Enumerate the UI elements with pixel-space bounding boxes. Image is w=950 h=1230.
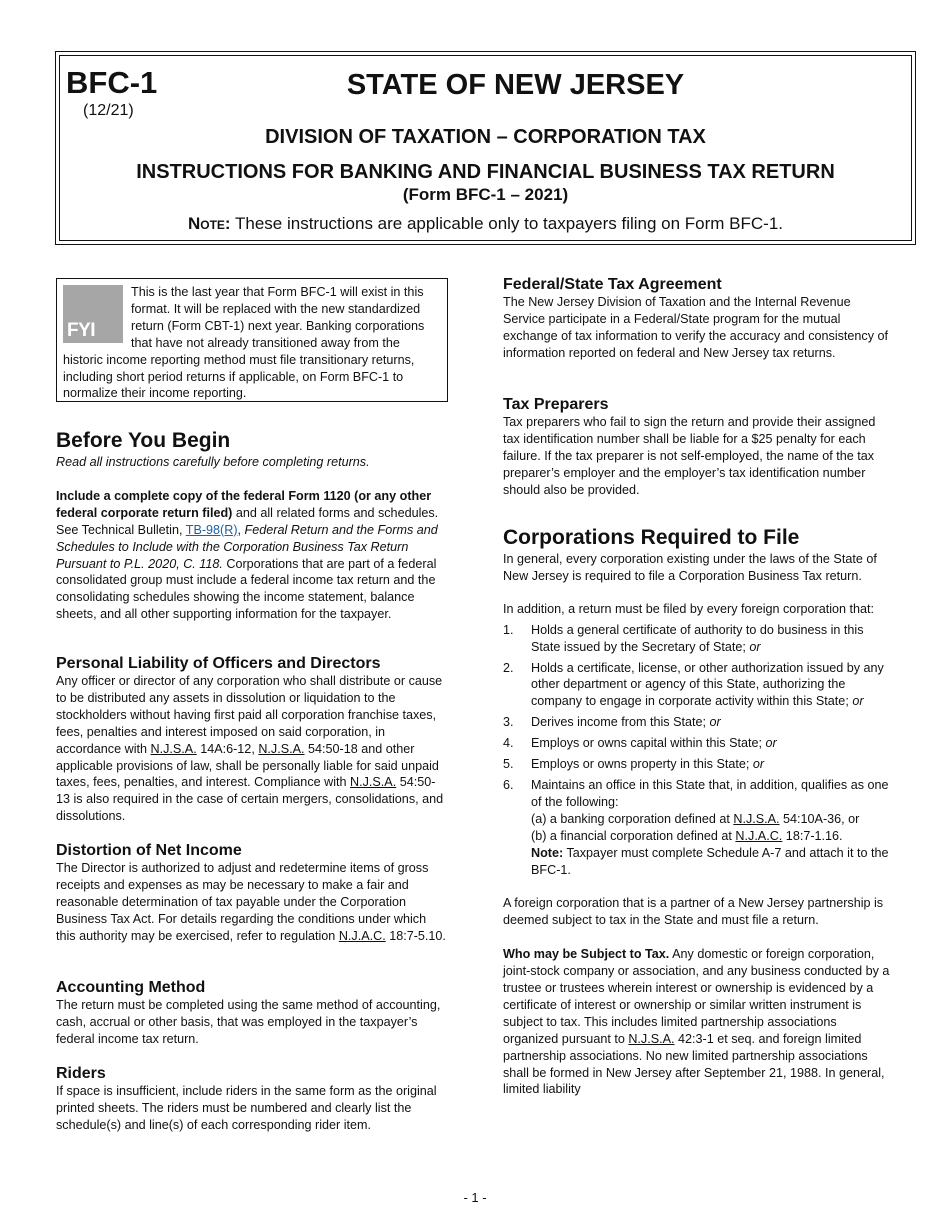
list-subitem-b: (b) a financial corporation defined at	[531, 828, 736, 843]
list-tail: or	[852, 694, 864, 709]
state-title: STATE OF NEW JERSEY	[346, 69, 685, 101]
personal-liability-body	[56, 673, 448, 825]
list-item	[503, 622, 895, 656]
body-text: The Director is authorized to adjust and redetermine items of gross receipts and expenses as may be necessary to make a fair and reasonable determination of tax payable under the Corporation Business Tax Act. For details regarding the conditions under which this authority may be exercised, refer to regulation	[56, 861, 429, 943]
fyi-icon-label: FYI	[67, 320, 96, 342]
list-text: Maintains an office in this State that, in addition, qualifies as one of the following:	[531, 777, 889, 809]
subject-to-tax-label: Who may be Subject to Tax.	[503, 947, 670, 962]
list-number: 6.	[503, 777, 514, 792]
header-note	[60, 214, 911, 234]
before-you-begin-intro: Read all instructions carefully before completing returns.	[56, 455, 370, 469]
form-id: BFC-1	[66, 65, 158, 100]
body-text: 18:7-5.10.	[385, 928, 446, 943]
accounting-section	[56, 978, 448, 1048]
accounting-body: The return must be completed using the same method of accounting, cash, accrual or other basis, that was employed in the taxpayer’s federal income tax return.	[56, 998, 441, 1046]
list-text: Holds a certificate, license, or other authorization issued by any other department or agency of this State, authorizing the company to engage in corporate activity within this State;	[531, 660, 884, 709]
list-subitem-a-tail: 54:10A-36, or	[779, 811, 860, 826]
note-text: These instructions are applicable only to taxpayers filing on Form BFC-1.	[230, 214, 784, 233]
list-item	[503, 735, 895, 752]
fyi-text: This is the last year that Form BFC-1 will exist in this format. It will be replaced with the new standardized return (Form CBT-1) next year. Banking corporations that have not already transitioned away from the historic income reporting method must file transitionary returns, including short period returns if applicable, on Form BFC-1 to normalize their income reporting.	[63, 285, 425, 401]
list-number: 1.	[503, 622, 514, 637]
list-number: 2.	[503, 660, 514, 675]
list-text: Employs or owns capital within this State;	[531, 736, 766, 751]
distortion-heading: Distortion of Net Income	[56, 842, 242, 859]
list-item	[503, 660, 895, 711]
list-item	[503, 714, 895, 731]
body-text: 42:3-1 et seq. and foreign limited partnership associations. No new limited partnership associations shall be formed in New Jersey after September 21, 1988. In general, limited liability	[503, 1031, 885, 1097]
tax-preparers-body: Tax preparers who fail to sign the return and provide their assigned tax identification number shall be liable for a $25 penalty for each failure. If the tax preparer is not self-employed, the name of the tax preparer’s employer and the employer’s tax identification number should also be provided.	[503, 415, 876, 497]
personal-liability-section	[56, 654, 448, 825]
division-title: DIVISION OF TAXATION – CORPORATION TAX	[265, 126, 706, 148]
riders-section	[56, 1064, 448, 1134]
list-number: 5.	[503, 757, 514, 772]
accounting-heading: Accounting Method	[56, 979, 206, 996]
header-inner-box	[59, 55, 912, 241]
list-tail: or	[709, 715, 721, 730]
list-tail: or	[765, 736, 777, 751]
list-text: Derives income from this State;	[531, 715, 710, 730]
tb-98-link[interactable]: TB-98(R)	[185, 522, 238, 537]
body-text: Corporations that are part of a federal consolidated group must include a federal income tax return and the consolidating schedules showing the income statement, balance sheets, and all other supporting information for the taxpayer.	[56, 556, 437, 622]
page-number: - 1 -	[463, 1190, 487, 1205]
personal-liability-heading: Personal Liability of Officers and Directors	[56, 655, 381, 672]
tax-preparers-heading: Tax Preparers	[503, 396, 609, 413]
list-item	[503, 777, 895, 878]
required-to-file-section	[503, 525, 895, 1098]
fyi-icon	[63, 285, 123, 343]
required-list	[503, 622, 895, 879]
distortion-body	[56, 860, 448, 945]
body-text: Any domestic or foreign corporation, joint-stock company or association, and any business conducted by a trustee or trustees wherein interest or ownership is evidenced by a certificate of interest or ownership or similar written instrument is subject to tax. This includes limited partnership associations organized pursuant to	[503, 947, 890, 1046]
statute-ref: N.J.S.A.	[628, 1031, 675, 1046]
federal-state-heading: Federal/State Tax Agreement	[503, 276, 722, 293]
required-to-file-heading: Corporations Required to File	[503, 526, 800, 549]
required-p1: In general, every corporation existing under the laws of the State of New Jersey is required to file a Corporation Business Tax return.	[503, 552, 877, 583]
statute-ref: N.J.S.A.	[350, 775, 397, 790]
subject-to-tax-paragraph	[503, 946, 895, 1098]
before-you-begin-heading: Before You Begin	[56, 429, 231, 452]
body-text: 54:50-18 and other applicable provisions of law, shall be personally liable for said unpaid taxes, fees, penalties, and interest. Compliance with	[56, 741, 439, 790]
riders-heading: Riders	[56, 1065, 106, 1082]
body-text: and all related forms and schedules. See Technical Bulletin,	[56, 505, 439, 537]
form-year-line: (Form BFC-1 – 2021)	[402, 185, 569, 204]
list-subitem-a: (a) a banking corporation defined at	[531, 811, 734, 826]
list-subitem-b-tail: 18:7-1.16.	[782, 828, 843, 843]
required-p3: A foreign corporation that is a partner of a New Jersey partnership is deemed subject to tax in the State and must file a return.	[503, 896, 884, 928]
instructions-title: INSTRUCTIONS FOR BANKING AND FINANCIAL BUSINESS TAX RETURN	[136, 161, 835, 183]
before-you-begin-body	[56, 488, 448, 623]
statute-ref: N.J.S.A.	[150, 741, 197, 756]
body-text: ,	[237, 522, 245, 537]
before-you-begin-section	[56, 428, 448, 623]
federal-state-body: The New Jersey Division of Taxation and the Internal Revenue Service participate in a Federal/State program for the mutual exchange of tax information to verify the accuracy and consistency of information reported on federal and New Jersey tax returns.	[503, 295, 889, 360]
header-box	[55, 51, 916, 245]
list-number: 3.	[503, 715, 514, 730]
body-text: 54:50-13 is also required in the case of certain mergers, consolidations, and dissolutions.	[56, 775, 444, 824]
fyi-box	[56, 278, 448, 402]
note-label: Note:	[187, 214, 231, 233]
list-tail: or	[752, 757, 765, 772]
list-item	[503, 756, 895, 773]
regulation-ref: N.J.A.C.	[338, 928, 386, 943]
body-text: 14A:6-12,	[196, 741, 259, 756]
list-text: Holds a general certificate of authority to do business in this State issued by the Secretary of State;	[531, 622, 864, 654]
list-text: Employs or owns property in this State;	[531, 757, 753, 772]
federal-state-section	[503, 275, 895, 362]
distortion-section	[56, 841, 448, 945]
list-tail: or	[749, 639, 761, 654]
regulation-ref: N.J.A.C.	[735, 828, 783, 843]
item-note-label: Note:	[531, 845, 564, 860]
list-number: 4.	[503, 736, 514, 751]
include-copy-bold: Include a complete copy of the federal Form 1120 (or any other federal corporate return filed)	[56, 488, 432, 520]
required-p2: In addition, a return must be filed by every foreign corporation that:	[503, 601, 875, 616]
bulletin-title: Federal Return and the Forms and Schedules to Include with the Corporation Business Tax Return Pursuant to P.L. 2020, C. 118.	[56, 522, 438, 571]
form-revision: (12/21)	[83, 102, 134, 119]
tax-preparers-section	[503, 395, 895, 499]
statute-ref: N.J.S.A.	[258, 741, 305, 756]
item-note-text: Taxpayer must complete Schedule A-7 and attach it to the BFC-1.	[531, 845, 889, 877]
body-text: Any officer or director of any corporation who shall distribute or cause to be distributed any assets in dissolution or liquidation to the stockholders without having first paid all corporation franchise taxes, fees, penalties and interest imposed on said corporation, in accordance with	[56, 674, 443, 756]
statute-ref: N.J.S.A.	[733, 811, 780, 826]
riders-body: If space is insufficient, include riders in the same form as the original printed sheets. The riders must be numbered and clearly list the schedule(s) and line(s) of each corresponding rider item.	[56, 1084, 437, 1132]
